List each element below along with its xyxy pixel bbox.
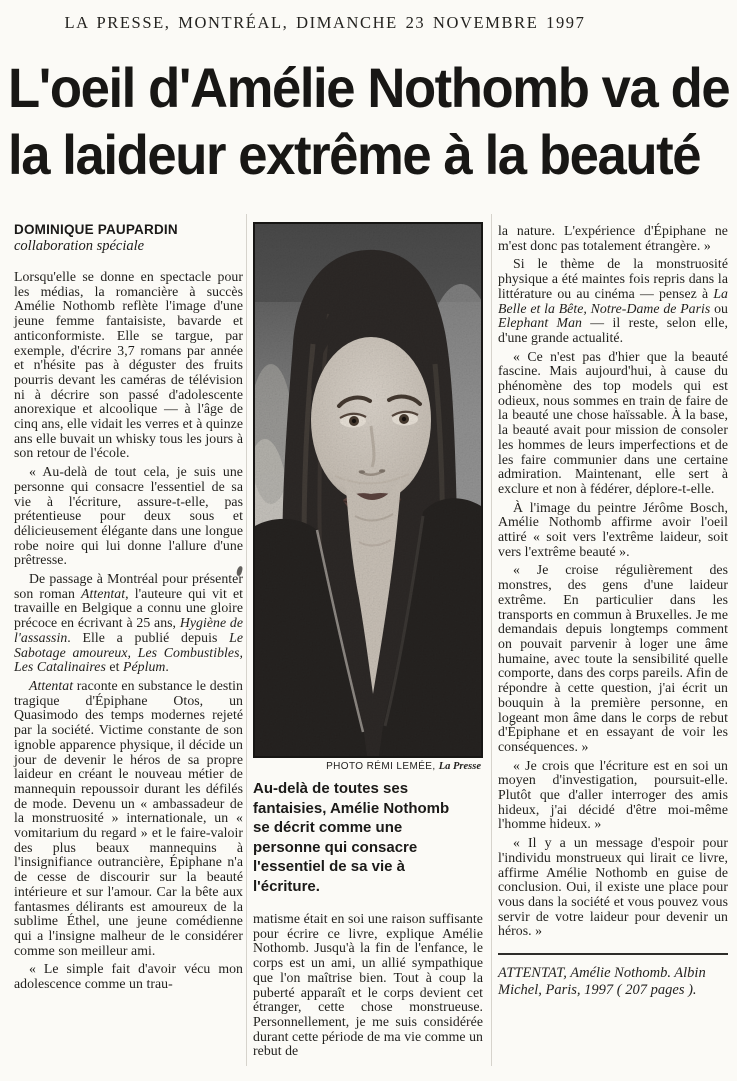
column-left xyxy=(14,222,243,996)
headline xyxy=(8,54,730,188)
paragraph: « Il y a un message d'espoir pour l'individu monstrueux qui lirait ce livre, affirme Amélie Nothomb en guise de conclusion. Oui, il existe une place pour vous dans la société et vous pouvez vous servir de votre laideur pour devenir un héros. » xyxy=(498,835,728,939)
article-text-middle xyxy=(253,912,483,1059)
photo-credit xyxy=(253,761,483,772)
paragraph: « Je crois que l'écriture est en soi un moyen d'investigation, poursuit-elle. Plutôt que d'aller interroger des amis hideux, j'ai décidé d'être moi-même l'homme hideux. » xyxy=(498,757,728,832)
paragraph: « Ce n'est pas d'hier que la beauté fascine. Mais aujourd'hui, à cause du phénomène des top models qui est odieux, nous sommes en train de faire de la beauté une chose haïssable. À la base, la beauté avait pour mission de consoler les hommes de leurs imperfections et de les faire communier dans une certaine admiration. Maintenant, elle sert à exclure et non à fédérer, déplore-t-elle. xyxy=(498,348,728,496)
paragraph: Lorsqu'elle se donne en spectacle pour les médias, la romancière à succès Amélie Nothomb reflète l'image d'une jeune femme fantaisiste, bavarde et anticonformiste. Elle se targue, par exemple, d'écrire 3,7 romans par année et n'hésite pas à déguster des fruits pourris devant les caméras de télévision ni à décrire son passé d'adolescente anorexique et alcoolique — à l'âge de cinq ans, elle vidait les verres et à quinze ans elle buvait un whisky tous les jours à son retour de l'école. xyxy=(14,269,243,461)
paragraph: « Au-delà de tout cela, je suis une personne qui consacre l'essentiel de sa vie à l'écriture, assure-t-elle, pas prétentieuse pour deux sous et délicieusement élégante dans une longue robe noire qui lui donne l'allure d'une prêtresse. xyxy=(14,464,243,568)
paragraph: « Je croise régulièrement des monstres, des gens d'une laideur extrême. En particulier dans les transports en commun à Bruxelles. Je me demandais depuis longtemps comment on pouvait parvenir à loger une âme humaine, avec toute la sensibilité quelle comporte, dans des corps pareils. Afin de répondre à cette question, j'ai écrit un bouquin à la première personne, en logeant mon âme dans le corps de rebut d'Épiphane et en essayant de voir les conséquences. » xyxy=(498,562,728,754)
paragraph: « Le simple fait d'avoir vécu mon adolescence comme un trau- xyxy=(14,961,243,992)
paragraph: Attentat raconte en substance le destin tragique d'Épiphane Otos, un Quasimodo des temps modernes rejeté par la société. Victime constante de son ignoble apparence physique, il décide un jour de devenir le héros de sa propre laideur en créant le nouveau métier de mannequin repoussoir durant les défilés de mode. Devenu un « ambassadeur de la monstruosité » internationale, un « vomitarium du regard » et le faire-valoir des plus beaux mannequins à l'insignifiance outrancière, Épiphane n'a de cesse de discourir sur la beauté intérieure et sur l'amour. Car la bête aux fantasmes délirants est amoureux de la sublime Éthel, une jeune comédienne qui a l'insigne malheur de le considérer comme son meilleur ami. xyxy=(14,677,243,958)
byline-role: collaboration spéciale xyxy=(14,238,145,254)
headline-line-1: L'oeil d'Amélie Nothomb va de xyxy=(8,56,730,119)
portrait-photo xyxy=(253,222,483,758)
masthead: LA PRESSE, MONTRÉAL, DIMANCHE 23 NOVEMBRE 1997 xyxy=(64,13,586,32)
paragraph: De passage à Montréal pour présenter son roman Attentat, l'auteure qui vit et travaille en Belgique a connu une gloire précoce en écrivant à 25 ans, Hygiène de l'assassin. Elle a publié depuis Le Sabotage amoureux, Les Combustibles, Les Catalinaires et Péplum. xyxy=(14,571,244,675)
paragraph: la nature. L'expérience d'Épiphane ne m'est donc pas totalement étrangère. » xyxy=(498,223,728,253)
column-rule-left xyxy=(246,214,247,1066)
headline-line-2: la laideur extrême à la beauté xyxy=(8,123,701,186)
photo-figure xyxy=(253,222,483,896)
byline-author: DOMINIQUE PAUPARDIN xyxy=(14,222,178,237)
book-reference xyxy=(498,953,728,999)
paragraph: À l'image du peintre Jérôme Bosch, Amélie Nothomb affirme avoir l'oeil attiré « soit vers l'extrême laideur, soit vers l'extrême beauté ». xyxy=(498,499,728,559)
photo-credit-text: PHOTO RÉMI LEMÉE, xyxy=(326,761,436,772)
paragraph: matisme était en soi une raison suffisante pour écrire ce livre, explique Amélie Nothomb. Jusqu'à la fin de l'enfance, le corps est un ami, un allié sympathique que l'on maîtrise bien. Tout à coup la puberté apparaît et le corps devient cet étranger, cette chose monstrueuse. Personnellement, je me suis considérée durant cette période de ma vie comme un rebut de xyxy=(253,911,483,1059)
column-rule-right xyxy=(491,214,492,1066)
photo-caption: Au-delà de toutes ses fantaisies, Amélie Nothomb se décrit comme une personne qui consacre l'essentiel de sa vie à l'écriture. xyxy=(253,780,450,895)
column-right xyxy=(498,224,728,999)
photo-credit-source: La Presse xyxy=(438,761,481,772)
article-text-left xyxy=(14,270,243,992)
column-middle xyxy=(253,222,483,1063)
byline xyxy=(14,222,243,255)
paragraph: Si le thème de la monstruosité physique a été maintes fois repris dans la littérature ou au cinéma — pensez à La Belle et la Bête, Notre-Dame de Paris ou Elephant Man — il reste, selon elle, d'une grande actualité. xyxy=(498,256,729,345)
article-text-right xyxy=(498,224,728,939)
book-reference-text: ATTENTAT, Amélie Nothomb. Albin Michel, Paris, 1997 ( 207 pages ). xyxy=(498,965,706,999)
portrait-photo-illustration xyxy=(255,224,481,756)
halftone-grain-overlay xyxy=(255,224,481,756)
